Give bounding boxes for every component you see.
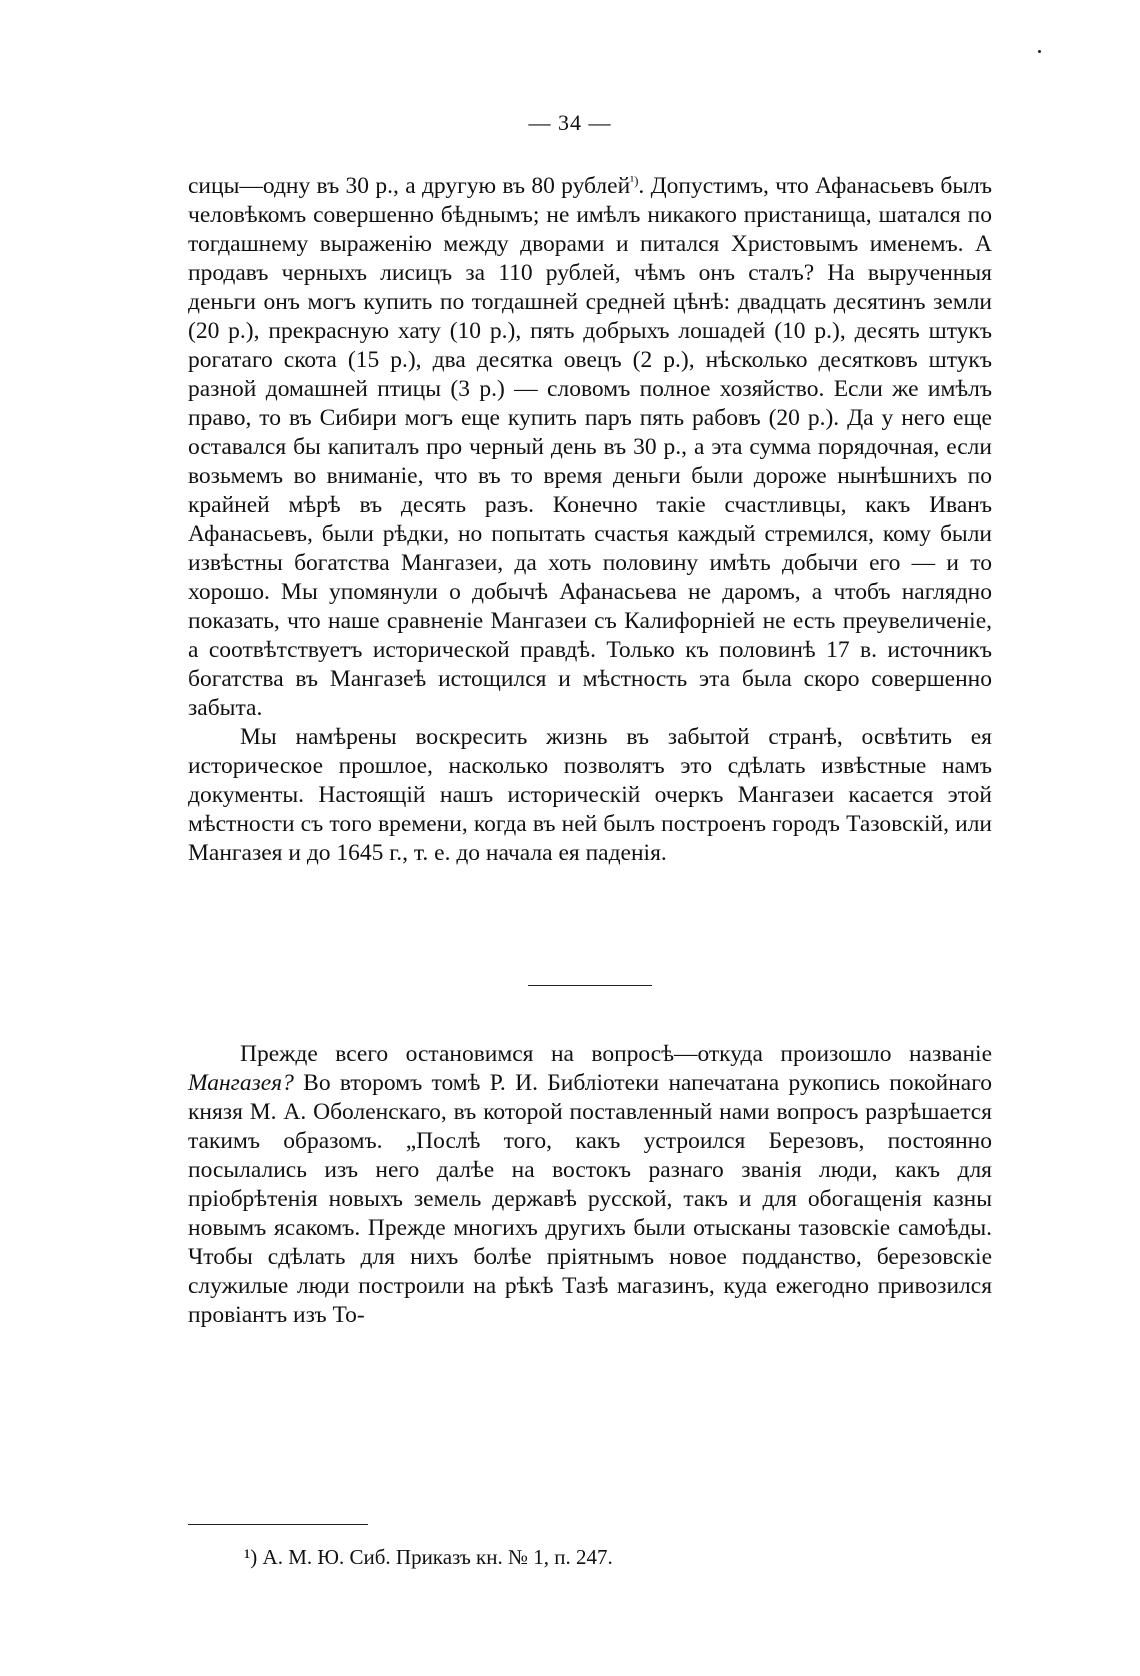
- paragraph-2: Мы намѣрены воскресить жизнь въ забытой странѣ, освѣтить ея историческое прошлое, насколько позволятъ это сдѣлать извѣстные намъ документы. Настоящій нашъ историческій очеркъ Мангазеи касается этой мѣстности съ того времени, когда въ ней былъ построенъ городъ Тазовскій, или Мангазея и до 1645 г., т. е. до начала ея паденія.: [188, 724, 992, 866]
- section-divider: [528, 985, 652, 986]
- paragraph-3-italic-term: Мангазея?: [188, 1070, 294, 1096]
- scan-speck: [1038, 50, 1041, 53]
- paragraph-3-rest: Во второмъ томѣ Р. И. Библіотеки напечатана рукопись покойнаго князя М. А. Оболенскаго, въ которой поставленный нами вопросъ разрѣшается такимъ образомъ. „Послѣ того, какъ устроился Березовъ, постоянно посылались изъ него далѣе на востокъ разнаго званія люди, какъ для пріобрѣтенія новыхъ земель державѣ русской, такъ и для обогащенія казны новымъ ясакомъ. Прежде многихъ другихъ были отысканы тазовскіе самоѣды. Чтобы сдѣлать для нихъ болѣе пріятнымъ новое подданство, березовскіе служилые люди построили на рѣкѣ Тазѣ магазинъ, куда ежегодно привозился провіантъ изъ То-: [188, 1070, 992, 1328]
- main-text-lower: [188, 1040, 992, 1330]
- paragraph-1: [188, 172, 992, 723]
- footnote-mark: ¹): [244, 1545, 258, 1569]
- main-text-upper: [188, 172, 992, 868]
- footnote: [244, 1544, 613, 1570]
- paragraph-3-start: Прежде всего остановимся на вопросѣ—откуда произошло названіе: [240, 1041, 992, 1067]
- paragraph-1-start: сицы—одну въ 30 р., а другую въ 80 рублей: [188, 173, 631, 199]
- footnote-divider: [188, 1524, 368, 1525]
- paragraph-1-rest: . Допустимъ, что Афанасьевъ былъ человѣкомъ совершенно бѣднымъ; не имѣлъ никакого пристанища, шатался по тогдашнему выраженію между дворами и питался Христовымъ именемъ. А продавъ черныхъ лисицъ за 110 рублей, чѣмъ онъ сталъ? На вырученныя деньги онъ могъ купить по тогдашней средней цѣнѣ: двадцать десятинъ земли (20 р.), прекрасную хату (10 р.), пять добрыхъ лошадей (10 р.), десять штукъ рогатаго скота (15 р.), два десятка овецъ (2 р.), нѣсколько десятковъ штукъ разной домашней птицы (3 р.) — словомъ полное хозяйство. Если же имѣлъ право, то въ Сибири могъ еще купить паръ пять рабовъ (20 р.). Да у него еще оставался бы капиталъ про черный день въ 30 р., а эта сумма порядочная, если возьмемъ во вниманіе, что въ то время деньги были дороже нынѣшнихъ по крайней мѣрѣ въ десять разъ. Конечно такіе счастливцы, какъ Иванъ Афанасьевъ, были рѣдки, но попытать счастья каждый стремился, кому были извѣстны богатства Мангазеи, да хоть половину имѣть добычи его — и то хорошо. Мы упомянули о добычѣ Афанасьева не даромъ, а чтобъ наглядно показать, что наше сравненіе Мангазеи съ Калифорніей не есть преувеличеніе, а соотвѣтствуетъ исторической правдѣ. Только къ половинѣ 17 в. источникъ богатства въ Мангазеѣ истощился и мѣстность эта была скоро совершенно забыта.: [188, 173, 992, 721]
- footnote-text: А. М. Ю. Сиб. Приказъ кн. № 1, п. 247.: [257, 1545, 613, 1569]
- page-number: — 34 —: [528, 110, 612, 135]
- footnote-reference[interactable]: ¹): [630, 173, 639, 188]
- paragraph-3: [188, 1040, 992, 1330]
